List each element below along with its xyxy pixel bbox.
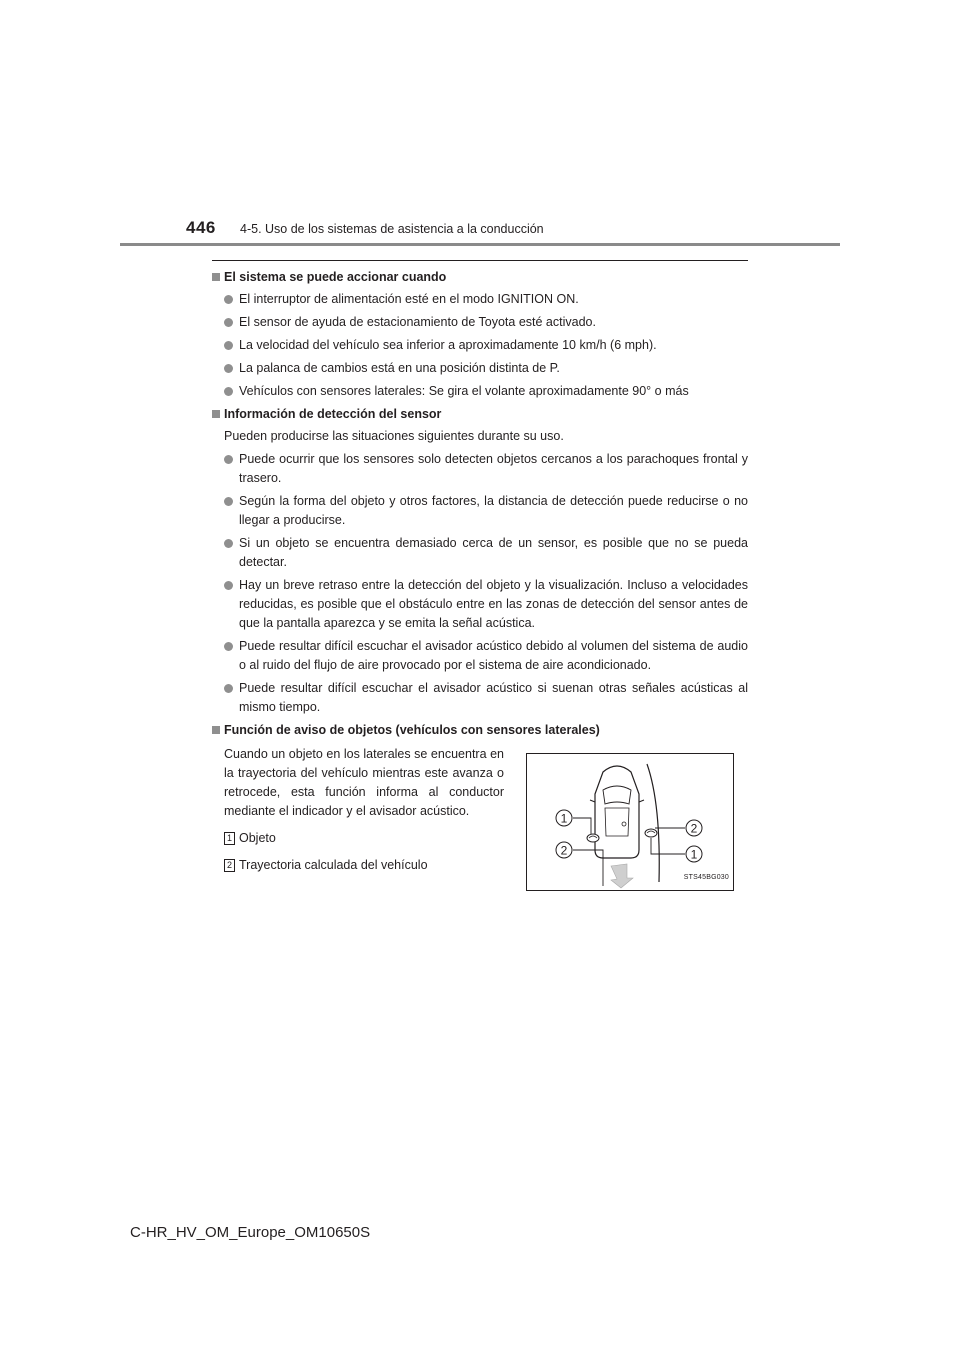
- circle-bullet-icon: [224, 539, 233, 548]
- legend-number: 1: [224, 832, 235, 845]
- trajectory-curve: [647, 764, 659, 882]
- list-item: El interruptor de alimentación esté en el modo IGNITION ON.: [212, 290, 748, 309]
- square-bullet-icon: [212, 726, 220, 734]
- circle-bullet-icon: [224, 295, 233, 304]
- object-right: [645, 829, 657, 837]
- list-item: El sensor de ayuda de estacionamiento de Toyota esté activado.: [212, 313, 748, 332]
- circle-bullet-icon: [224, 497, 233, 506]
- side-sensor-figure: [526, 753, 734, 891]
- square-bullet-icon: [212, 273, 220, 281]
- section-title: 4-5. Uso de los sistemas de asistencia a la conducción: [240, 222, 544, 236]
- object-warning-body: Cuando un objeto en los laterales se encuentra en la trayectoria del vehículo mientras este avanza o retrocede, esta función informa al conductor mediante el indicador y el avisador acústico.: [224, 747, 504, 818]
- list-item: Puede resultar difícil escuchar el avisador acústico si suenan otras señales acústicas al mismo tiempo.: [212, 679, 748, 717]
- object-warning-text: [224, 745, 504, 875]
- callout-number: 2: [560, 843, 568, 858]
- car-body-outline: [595, 766, 639, 858]
- list-item: Vehículos con sensores laterales: Se gira el volante aproximadamente 90° o más: [212, 382, 748, 401]
- section-heading: Información de detección del sensor: [212, 405, 748, 424]
- page-number: 446: [186, 218, 216, 237]
- legend-item: [224, 856, 504, 875]
- car-mirror-right: [639, 800, 644, 802]
- circle-bullet-icon: [224, 318, 233, 327]
- callout-line-1-left: [573, 818, 591, 834]
- circle-bullet-icon: [224, 387, 233, 396]
- reverse-arrow-icon: [611, 864, 633, 888]
- list-item: La velocidad del vehículo sea inferior a aproximadamente 10 km/h (6 mph).: [212, 336, 748, 355]
- object-left: [587, 834, 599, 842]
- legend-label: Objeto: [239, 831, 276, 845]
- callout-number: 1: [560, 811, 568, 826]
- list-item: Si un objeto se encuentra demasiado cerca de un sensor, es posible que no se pueda detectar.: [212, 534, 748, 572]
- content-rule: [212, 260, 748, 261]
- figure-code: STS45BG030: [683, 874, 729, 881]
- callout-number: 1: [690, 847, 698, 862]
- page-content: [212, 268, 748, 903]
- legend-number: 2: [224, 859, 235, 872]
- list-item: La palanca de cambios está en una posición distinta de P.: [212, 359, 748, 378]
- list-item: Según la forma del objeto y otros factores, la distancia de detección puede reducirse o no llegar a producirse.: [212, 492, 748, 530]
- list-item: Puede ocurrir que los sensores solo detecten objetos cercanos a los parachoques frontal y trasero.: [212, 450, 748, 488]
- legend-label: Trayectoria calculada del vehículo: [239, 858, 428, 872]
- circle-bullet-icon: [224, 341, 233, 350]
- list-item: Hay un breve retraso entre la detección del objeto y la visualización. Incluso a velocidades reducidas, es posible que el obstáculo entre en las zonas de detección del sensor antes de que la pantalla aparezca y se emita la señal acústica.: [212, 576, 748, 633]
- car-mirror-left: [590, 800, 595, 802]
- section-heading: El sistema se puede accionar cuando: [212, 268, 748, 287]
- legend-item: [224, 829, 504, 848]
- section-heading: Función de aviso de objetos (vehículos con sensores laterales): [212, 721, 748, 740]
- circle-bullet-icon: [224, 684, 233, 693]
- callout-line-1-right: [651, 838, 685, 854]
- circle-bullet-icon: [224, 455, 233, 464]
- circle-bullet-icon: [224, 581, 233, 590]
- list-item: Puede resultar difícil escuchar el avisador acústico debido al volumen del sistema de audio o al ruido del flujo de aire provocado por el sistema de aire acondicionado.: [212, 637, 748, 675]
- circle-bullet-icon: [224, 642, 233, 651]
- square-bullet-icon: [212, 410, 220, 418]
- header-rule: [120, 243, 840, 246]
- section-intro: Pueden producirse las situaciones siguientes durante su uso.: [224, 429, 564, 443]
- callout-number: 2: [690, 821, 698, 836]
- footer-doc-id: C-HR_HV_OM_Europe_OM10650S: [130, 1224, 371, 1241]
- circle-bullet-icon: [224, 364, 233, 373]
- object-warning-block: [212, 743, 748, 903]
